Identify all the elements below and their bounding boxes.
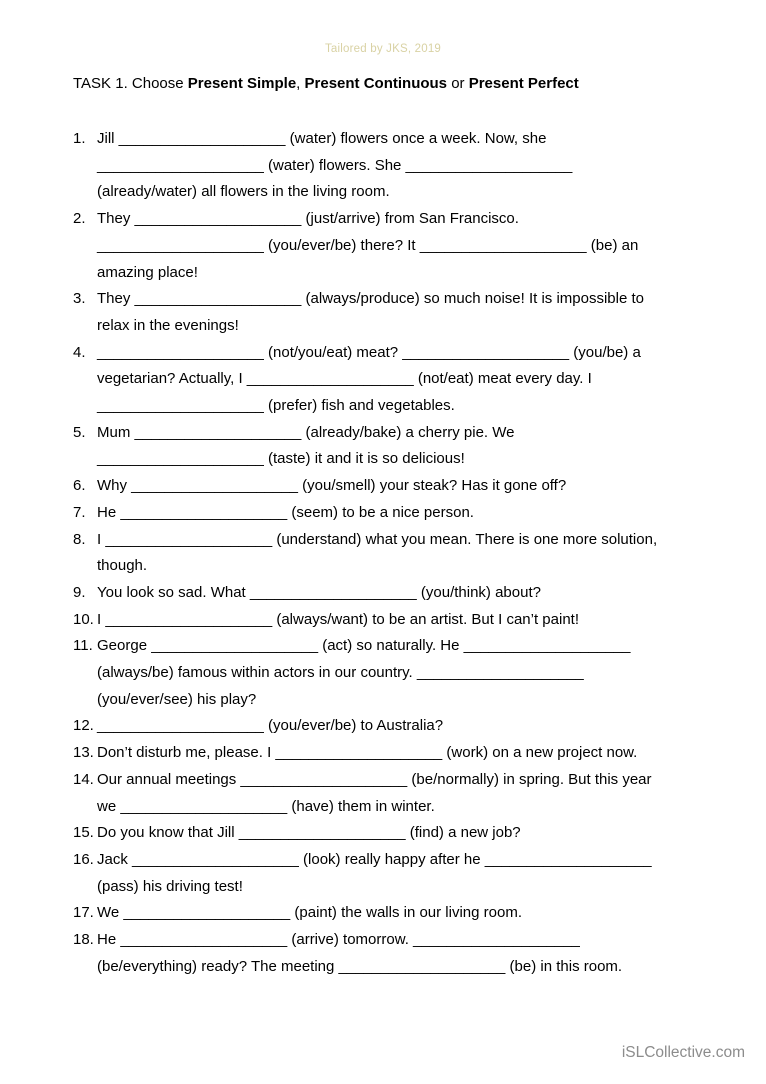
- exercise-number: 13.: [73, 744, 94, 762]
- exercise-line: Don’t disturb me, please. I ____________________ (work) on a new project now.: [97, 744, 638, 762]
- exercise-line: ____________________ (you/ever/be) to Australia?: [97, 717, 444, 735]
- exercise-line: Why ____________________ (you/smell) your steak? Has it gone off?: [97, 477, 567, 495]
- exercise-number: 18.: [73, 931, 94, 949]
- exercise-number: 6.: [73, 477, 86, 495]
- watermark-text: Tailored by JKS, 2019: [324, 43, 442, 55]
- exercise-line: Jack ____________________ (look) really happy after he ____________________: [97, 850, 652, 868]
- exercise-item: [73, 767, 686, 820]
- exercise-lines: [97, 767, 686, 820]
- exercise-number: 16.: [73, 850, 94, 868]
- exercise-item: [73, 900, 686, 927]
- title-segment: Present Perfect: [468, 75, 579, 92]
- exercise-number: 14.: [73, 770, 94, 788]
- title-segment: or: [447, 75, 469, 92]
- exercise-line: ____________________ (not/you/eat) meat? ____________________ (you/be) a: [97, 343, 641, 361]
- exercise-line: we ____________________ (have) them in winter.: [97, 797, 435, 815]
- exercise-item: [73, 340, 686, 420]
- exercise-item: [73, 206, 686, 286]
- exercise-line: (you/ever/see) his play?: [97, 690, 257, 708]
- exercise-item: [73, 927, 686, 980]
- exercise-lines: [97, 527, 686, 580]
- exercise-lines: [97, 286, 686, 339]
- exercise-number: 7.: [73, 503, 86, 521]
- exercise-line: I ____________________ (always/want) to be an artist. But I can’t paint!: [97, 610, 579, 628]
- exercise-lines: [97, 740, 686, 767]
- exercise-line: Our annual meetings ____________________ (be/normally) in spring. But this year: [97, 770, 652, 788]
- exercise-line: Jill ____________________ (water) flowers once a week. Now, she: [97, 130, 547, 147]
- exercise-list: [73, 126, 686, 981]
- exercise-item: [73, 527, 686, 580]
- exercise-line: They ____________________ (always/produce) so much noise! It is impossible to: [97, 290, 645, 308]
- task-title: [73, 74, 686, 93]
- exercise-line: He ____________________ (arrive) tomorrow. ____________________: [97, 931, 580, 949]
- exercise-lines: [97, 206, 686, 286]
- exercise-line: You look so sad. What ____________________ (you/think) about?: [97, 583, 541, 601]
- title-segment: Present Simple: [187, 75, 297, 92]
- exercise-lines: [97, 820, 686, 847]
- title-segment: TASK 1. Choose: [73, 75, 188, 92]
- exercise-lines: [97, 847, 686, 900]
- exercise-item: [73, 740, 686, 767]
- exercise-line: (always/be) famous within actors in our country. ____________________: [97, 664, 584, 682]
- exercise-line: ____________________ (prefer) fish and vegetables.: [97, 397, 455, 415]
- exercise-lines: [97, 607, 686, 634]
- exercise-number: 17.: [73, 904, 94, 922]
- exercise-line: (pass) his driving test!: [97, 877, 243, 895]
- exercise-item: [73, 713, 686, 740]
- exercise-item: [73, 580, 686, 607]
- exercise-line: They ____________________ (just/arrive) from San Francisco.: [97, 210, 519, 228]
- exercise-lines: [97, 420, 686, 473]
- exercise-item: [73, 607, 686, 634]
- exercise-item: [73, 633, 686, 713]
- exercise-lines: [97, 500, 686, 527]
- exercise-item: [73, 847, 686, 900]
- exercise-line: Do you know that Jill ____________________ (find) a new job?: [97, 824, 521, 842]
- exercise-item: [73, 473, 686, 500]
- exercise-line: (be/everything) ready? The meeting ____________________ (be) in this room.: [97, 957, 623, 975]
- exercise-item: [73, 126, 686, 206]
- exercise-lines: [97, 473, 686, 500]
- exercise-item: [73, 286, 686, 339]
- exercise-line: We ____________________ (paint) the walls in our living room.: [97, 904, 523, 922]
- exercise-number: 2.: [73, 210, 86, 228]
- exercise-lines: [97, 340, 686, 420]
- exercise-line: Mum ____________________ (already/bake) a cherry pie. We: [97, 423, 515, 441]
- worksheet-content: [73, 74, 686, 981]
- exercise-item: [73, 420, 686, 473]
- exercise-lines: [97, 900, 686, 927]
- exercise-lines: [97, 927, 686, 980]
- exercise-number: 8.: [73, 530, 86, 548]
- exercise-line: I ____________________ (understand) what you mean. There is one more solution,: [97, 530, 658, 548]
- exercise-number: 5.: [73, 423, 86, 441]
- exercise-number: 1.: [73, 130, 86, 147]
- title-segment: ,: [296, 75, 305, 92]
- exercise-line: (already/water) all flowers in the living room.: [97, 183, 390, 201]
- exercise-item: [73, 500, 686, 527]
- exercise-number: 11.: [73, 637, 93, 655]
- exercise-line: He ____________________ (seem) to be a nice person.: [97, 503, 474, 521]
- exercise-lines: [97, 126, 686, 206]
- exercise-line: vegetarian? Actually, I ____________________ (not/eat) meat every day. I: [97, 370, 592, 388]
- exercise-line: ____________________ (you/ever/be) there? It ____________________ (be) an: [97, 236, 639, 254]
- footer-brand: iSLCollective.com: [621, 1044, 745, 1061]
- exercise-number: 12.: [73, 717, 94, 735]
- exercise-line: George ____________________ (act) so naturally. He ____________________: [97, 637, 631, 655]
- title-segment: Present Continuous: [304, 75, 448, 92]
- exercise-line: ____________________ (water) flowers. She ____________________: [97, 156, 573, 174]
- exercise-item: [73, 820, 686, 847]
- exercise-number: 10.: [73, 610, 94, 628]
- exercise-line: though.: [97, 557, 148, 575]
- exercise-lines: [97, 580, 686, 607]
- exercise-line: ____________________ (taste) it and it is so delicious!: [97, 450, 465, 468]
- exercise-line: relax in the evenings!: [97, 316, 239, 334]
- exercise-lines: [97, 713, 686, 740]
- exercise-lines: [97, 633, 686, 713]
- exercise-number: 15.: [73, 824, 94, 842]
- exercise-line: amazing place!: [97, 263, 198, 281]
- exercise-number: 9.: [73, 583, 86, 601]
- exercise-number: 4.: [73, 343, 86, 361]
- exercise-number: 3.: [73, 290, 86, 308]
